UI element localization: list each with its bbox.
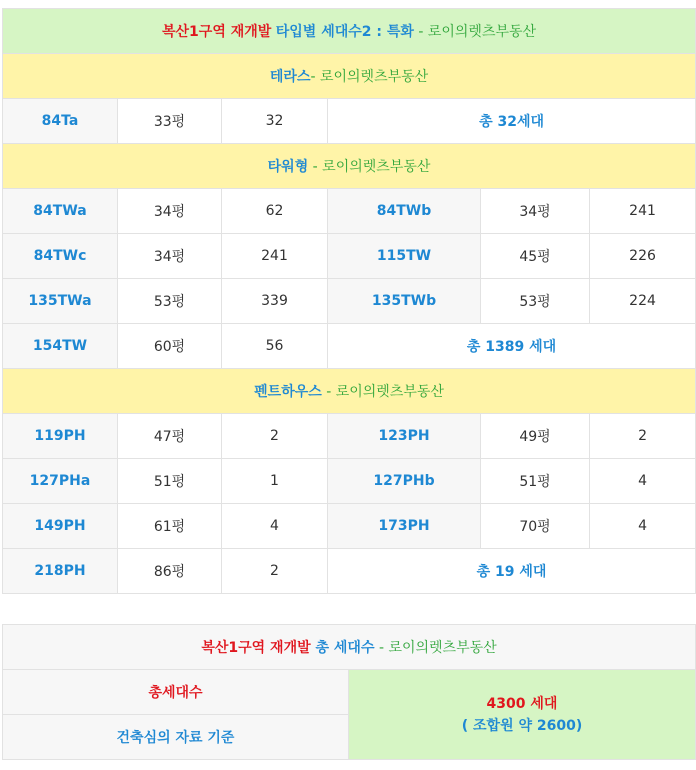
section-header-credit: - 로이의렛츠부동산: [308, 159, 431, 175]
summary-title: [3, 625, 696, 670]
table-row: [3, 279, 696, 324]
section-header-credit: - 로이의렛츠부동산: [321, 384, 444, 400]
table-title: [3, 9, 696, 54]
unit-type-cell: 127PHa: [3, 459, 118, 504]
unit-count-cell: 1: [222, 459, 328, 504]
unit-size-cell: 45평: [481, 234, 590, 279]
unit-type-cell: 84TWb: [328, 189, 481, 234]
unit-type-cell: 149PH: [3, 504, 118, 549]
summary-title-area-name: 복산1구역 재개발: [201, 640, 311, 656]
table-row: [3, 99, 696, 144]
section-header-credit: - 로이의렛츠부동산: [310, 69, 429, 85]
unit-size-cell: 86평: [118, 549, 222, 594]
summary-label-total: 총세대수: [3, 670, 349, 715]
unit-size-cell: 51평: [118, 459, 222, 504]
unit-size-cell: 49평: [481, 414, 590, 459]
unit-size-cell: 60평: [118, 324, 222, 369]
section-header: [3, 144, 696, 189]
section-header-row: [3, 369, 696, 414]
table-row: [3, 189, 696, 234]
unit-size-cell: 34평: [481, 189, 590, 234]
summary-value-members: ( 조합원 약 2600): [461, 717, 583, 734]
section-total-cell: 총 32세대: [328, 99, 696, 144]
unit-type-cell: 123PH: [328, 414, 481, 459]
unit-size-cell: 53평: [481, 279, 590, 324]
unit-count-cell: 2: [222, 414, 328, 459]
section-header: [3, 54, 696, 99]
unit-count-cell: 56: [222, 324, 328, 369]
unit-size-cell: 34평: [118, 234, 222, 279]
unit-count-cell: 224: [590, 279, 696, 324]
unit-count-cell: 32: [222, 99, 328, 144]
section-header-row: [3, 54, 696, 99]
unit-type-cell: 135TWa: [3, 279, 118, 324]
unit-size-cell: 34평: [118, 189, 222, 234]
unit-count-cell: 241: [222, 234, 328, 279]
unit-count-cell: 4: [590, 459, 696, 504]
unit-type-cell: 135TWb: [328, 279, 481, 324]
unit-count-cell: 4: [222, 504, 328, 549]
unit-size-cell: 61평: [118, 504, 222, 549]
unit-count-cell: 339: [222, 279, 328, 324]
summary-table: [2, 624, 696, 760]
section-header-label: 타워형: [267, 159, 309, 175]
unit-size-cell: 33평: [118, 99, 222, 144]
unit-type-cell: 154TW: [3, 324, 118, 369]
title-area-name: 복산1구역 재개발: [162, 24, 272, 40]
section-header-row: [3, 144, 696, 189]
unit-type-cell: 115TW: [328, 234, 481, 279]
unit-count-cell: 2: [590, 414, 696, 459]
summary-value-total: 4300 세대: [486, 695, 558, 712]
summary-title-subject: 총 세대수: [310, 640, 375, 656]
unit-count-cell: 4: [590, 504, 696, 549]
unit-type-cell: 84TWa: [3, 189, 118, 234]
table-row: [3, 234, 696, 279]
table-row: [3, 459, 696, 504]
summary-title-row: [3, 625, 696, 670]
type-household-table: [2, 8, 696, 594]
section-header-label: 테라스: [269, 69, 311, 85]
unit-type-cell: 173PH: [328, 504, 481, 549]
unit-count-cell: 241: [590, 189, 696, 234]
summary-title-credit: - 로이의렛츠부동산: [374, 640, 497, 656]
section-total-cell: 총 19 세대: [328, 549, 696, 594]
section-total-cell: 총 1389 세대: [328, 324, 696, 369]
summary-label-source: 건축심의 자료 기준: [3, 715, 349, 760]
section-header-label: 펜트하우스: [254, 384, 322, 400]
table-row: [3, 549, 696, 594]
unit-type-cell: 119PH: [3, 414, 118, 459]
title-credit: - 로이의렛츠부동산: [413, 24, 537, 40]
unit-type-cell: 84Ta: [3, 99, 118, 144]
table-row: [3, 324, 696, 369]
table-row: [3, 414, 696, 459]
unit-size-cell: 70평: [481, 504, 590, 549]
unit-size-cell: 47평: [118, 414, 222, 459]
unit-type-cell: 218PH: [3, 549, 118, 594]
unit-type-cell: 127PHb: [328, 459, 481, 504]
unit-count-cell: 2: [222, 549, 328, 594]
unit-size-cell: 53평: [118, 279, 222, 324]
unit-count-cell: 62: [222, 189, 328, 234]
title-subject: 타입별 세대수2 : 특화: [275, 24, 414, 40]
summary-value-cell: [349, 670, 696, 760]
table-title-row: [3, 9, 696, 54]
table-row: [3, 504, 696, 549]
section-header: [3, 369, 696, 414]
unit-type-cell: 84TWc: [3, 234, 118, 279]
unit-size-cell: 51평: [481, 459, 590, 504]
unit-count-cell: 226: [590, 234, 696, 279]
summary-row-total: [3, 670, 696, 715]
